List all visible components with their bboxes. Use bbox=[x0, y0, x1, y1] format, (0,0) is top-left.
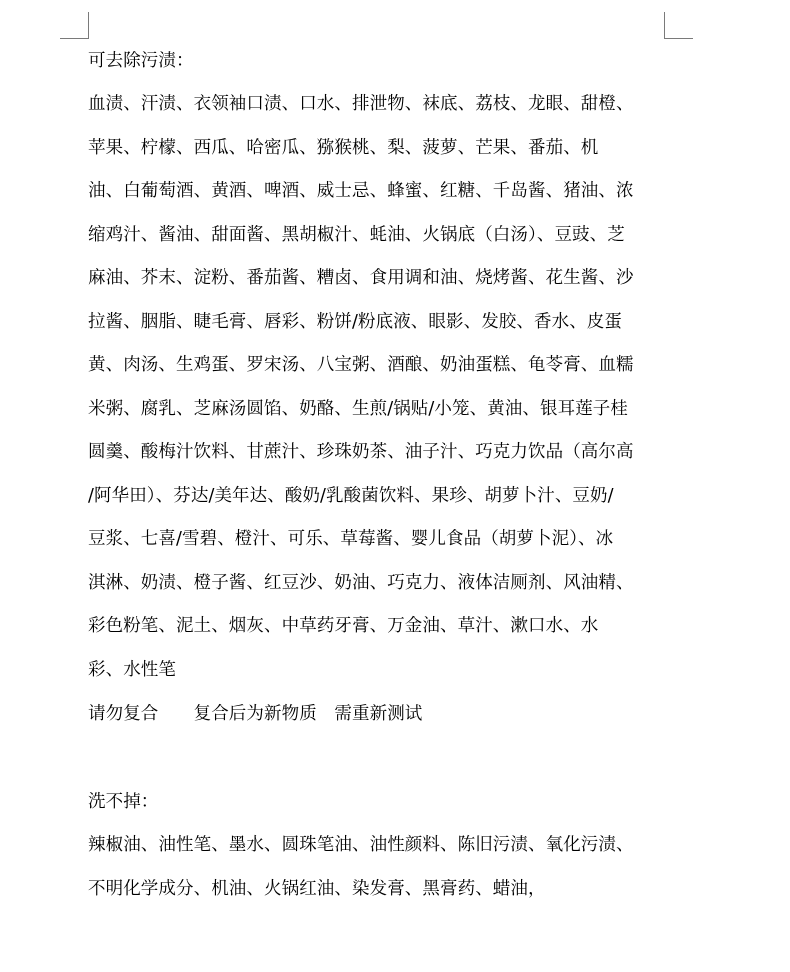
warning-note: 请勿复合 复合后为新物质 需重新测试 bbox=[88, 704, 423, 724]
text-line: 油、白葡萄酒、黄酒、啤酒、威士忌、蜂蜜、红糖、千岛酱、猪油、浓 bbox=[88, 181, 634, 201]
text-line: 淇淋、奶渍、橙子酱、红豆沙、奶油、巧克力、液体洁厕剂、风油精、 bbox=[88, 573, 634, 593]
section-heading-removable: 可去除污渍： bbox=[88, 51, 194, 71]
text-line: 缩鸡汁、酱油、甜面酱、黑胡椒汁、蚝油、火锅底（白汤）、豆豉、芝 bbox=[88, 225, 625, 245]
text-line: 圆羹、酸梅汁饮料、甘蔗汁、珍珠奶茶、油子汁、巧克力饮品（高尔高 bbox=[88, 442, 634, 462]
text-line: 不明化学成分、机油、火锅红油、染发膏、黑膏药、蜡油， bbox=[88, 879, 546, 899]
text-line: 豆浆、七喜/雪碧、橙汁、可乐、草莓酱、婴儿食品（胡萝卜泥）、冰 bbox=[88, 529, 614, 549]
text-line: 辣椒油、油性笔、墨水、圆珠笔油、油性颜料、陈旧污渍、氧化污渍、 bbox=[88, 835, 634, 855]
text-line: 黄、肉汤、生鸡蛋、罗宋汤、八宝粥、酒酿、奶油蛋糕、龟苓膏、血糯 bbox=[88, 355, 634, 375]
text-line: 血渍、汗渍、衣领袖口渍、口水、排泄物、袜底、荔枝、龙眼、甜橙、 bbox=[88, 94, 634, 114]
text-line: 彩色粉笔、泥土、烟灰、中草药牙膏、万金油、草汁、漱口水、水 bbox=[88, 616, 599, 636]
section-heading-not-removable: 洗不掉： bbox=[88, 792, 159, 812]
text-line: 拉酱、胭脂、睫毛膏、唇彩、粉饼/粉底液、眼影、发胶、香水、皮蛋 bbox=[88, 312, 622, 332]
text-line: 彩、水性笔 bbox=[88, 660, 176, 680]
text-line: 麻油、芥末、淀粉、番茄酱、糟卤、食用调和油、烧烤酱、花生酱、沙 bbox=[88, 268, 634, 288]
page-corner-mark-right bbox=[664, 12, 693, 39]
text-line: /阿华田）、芬达/美年达、酸奶/乳酸菌饮料、果珍、胡萝卜汁、豆奶/ bbox=[88, 486, 614, 506]
text-line: 苹果、柠檬、西瓜、哈密瓜、猕猴桃、梨、菠萝、芒果、番茄、机 bbox=[88, 138, 599, 158]
page-corner-mark-left bbox=[60, 12, 89, 39]
text-line: 米粥、腐乳、芝麻汤圆馅、奶酪、生煎/锅贴/小笼、黄油、银耳莲子桂 bbox=[88, 399, 628, 419]
